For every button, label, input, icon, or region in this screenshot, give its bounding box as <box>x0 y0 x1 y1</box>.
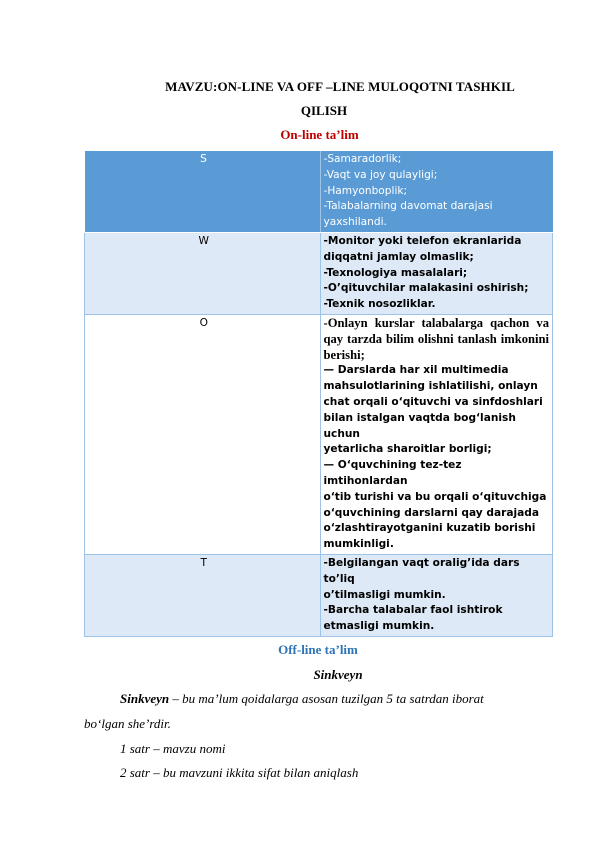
swot-s-line: -Talabalarning davomat darajasi <box>323 200 493 213</box>
swot-label-s: S <box>85 151 321 232</box>
swot-s-line: yaxshilandi. <box>323 216 387 229</box>
swot-o-line: yetarlicha sharoitlar borligi; <box>323 443 492 456</box>
paragraph-line2: bo‘lgan she’rdir. <box>84 716 171 731</box>
swot-table <box>84 151 553 637</box>
paragraph-line3: 1 satr – mavzu nomi <box>120 741 226 756</box>
swot-w-line: -Texnik nosozliklar. <box>323 298 436 311</box>
swot-o-line: o‘zlashtirayotganini kuzatib borishi <box>323 522 536 535</box>
swot-s-line: -Vaqt va joy qulayligi; <box>323 168 438 181</box>
swot-w-line: -O’qituvchilar malakasini oshirish; <box>323 282 529 295</box>
swot-o-line: chat orqali o‘qituvchi va sinfdoshlari <box>323 395 543 408</box>
swot-w-line: -Monitor yoki telefon ekranlarida <box>323 234 522 247</box>
swot-t-line: etmasligi mumkin. <box>323 620 435 633</box>
paragraph-definition: – bu ma’lum qoidalarga asosan tuzilgan 5 ta satrdan iborat <box>169 691 484 706</box>
swot-row-t <box>85 554 553 636</box>
swot-o-line: bilan istalgan vaqtda bog‘lanish uchun <box>323 411 516 440</box>
online-heading: On-line ta’lim <box>280 127 359 142</box>
offline-heading: Off-line ta’lim <box>278 642 358 657</box>
swot-t-line: o’tilmasligi mumkin. <box>323 588 446 601</box>
swot-cell-t <box>320 554 553 636</box>
swot-o-serif-text: -Onlayn kurslar talabalarga qachon va qay tarzda bilim olishni tanlash imkonini berishi; <box>323 315 549 362</box>
swot-s-line: -Samaradorlik; <box>323 153 402 165</box>
swot-label-o: O <box>85 314 321 554</box>
swot-row-s <box>85 151 553 232</box>
swot-o-line: mumkinligi. <box>323 538 394 551</box>
swot-row-w <box>85 232 553 314</box>
swot-label-w: W <box>85 232 321 314</box>
swot-cell-s <box>320 151 553 232</box>
swot-t-line: -Barcha talabalar faol ishtirok <box>323 604 503 617</box>
swot-o-line: mahsulotlarining ishlatilishi, onlayn <box>323 380 538 393</box>
swot-o-line: — O‘quvchining tez-tez imtihonlardan <box>323 459 462 487</box>
swot-o-line: — Darslarda har xil multimedia <box>323 364 509 377</box>
document-title-line2: QILISH <box>300 103 348 118</box>
swot-o-line: o‘tib turishi va bu orqali o‘qituvchiga <box>323 490 547 503</box>
swot-w-line: -Texnologiya masalalari; <box>323 266 468 279</box>
swot-cell-o <box>320 314 553 554</box>
swot-s-line: -Hamyonboplik; <box>323 184 408 197</box>
swot-o-line: o‘quvchining darslarni qay darajada <box>323 506 540 519</box>
sinkveyn-term: Sinkveyn <box>120 691 170 706</box>
swot-cell-w <box>320 232 553 314</box>
swot-row-o <box>85 314 553 554</box>
swot-w-line: diqqatni jamlay olmaslik; <box>323 250 474 263</box>
swot-label-t: T <box>85 554 321 636</box>
swot-t-line: -Belgilangan vaqt oralig’ida dars to’liq <box>323 556 520 585</box>
paragraph-line1 <box>120 691 590 707</box>
document-title-line1: MAVZU:ON-LINE VA OFF –LINE MULOQOTNI TASHKIL <box>165 79 515 94</box>
paragraph-line4: 2 satr – bu mavzuni ikkita sifat bilan aniqlash <box>120 765 359 780</box>
sinkveyn-heading: Sinkveyn <box>313 667 363 682</box>
